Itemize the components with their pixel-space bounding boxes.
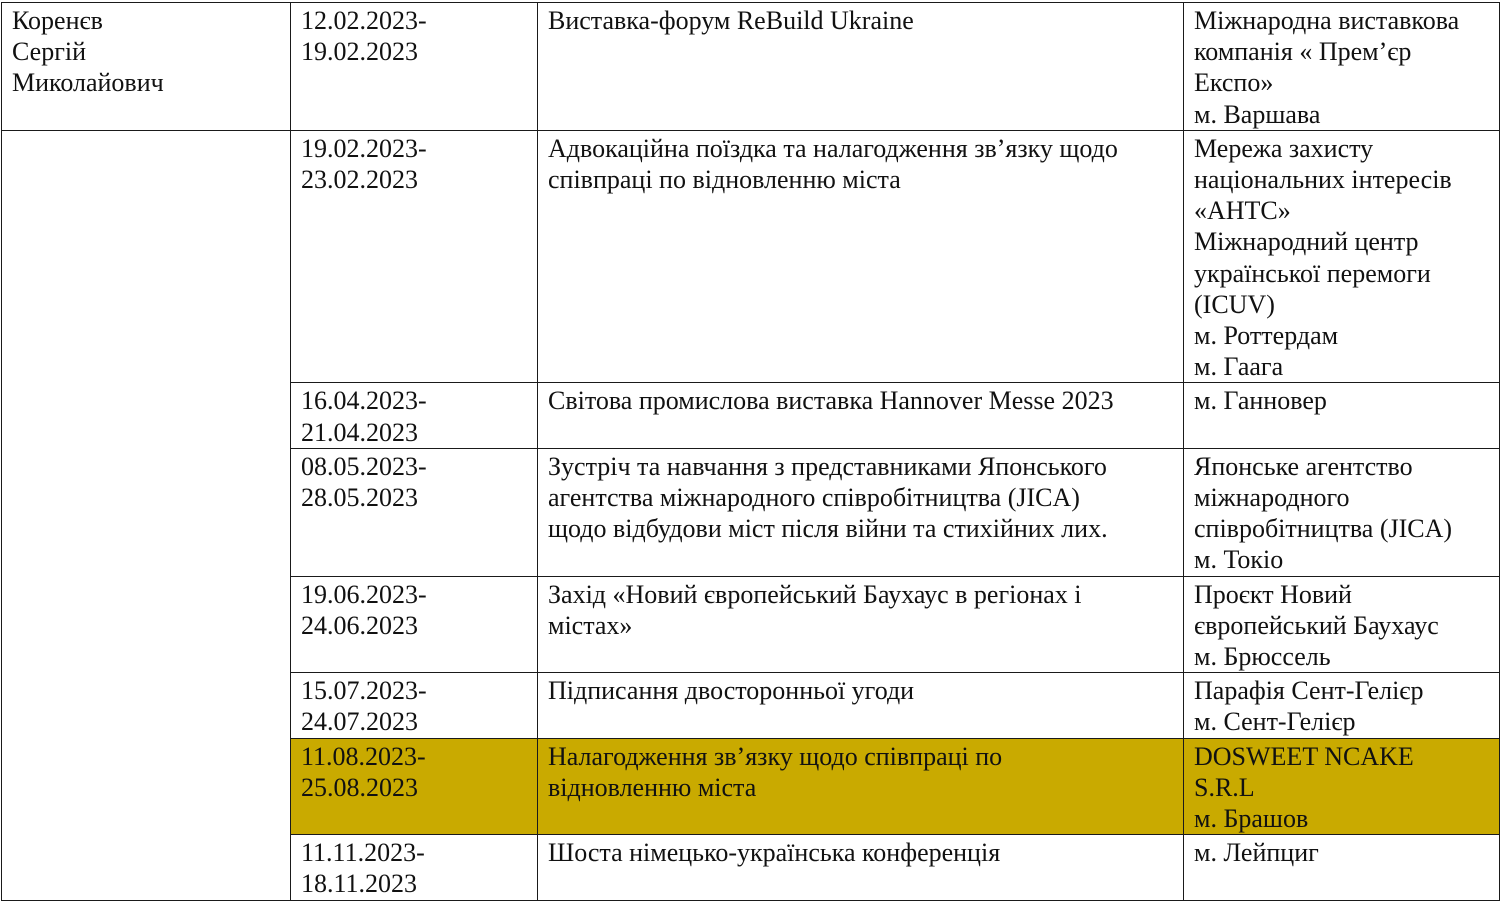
place-cell — [1184, 448, 1500, 576]
place-line: м. Ганновер — [1194, 386, 1327, 416]
place-line: співробітництва (JICA) — [1194, 514, 1453, 544]
date-end: 19.02.2023 — [301, 37, 418, 67]
event-line: Виставка-форум ReBuild Ukraine — [548, 6, 914, 35]
table-row — [2, 576, 1500, 673]
table-row — [2, 673, 1500, 738]
date-cell — [291, 3, 538, 131]
event-line: містах» — [548, 610, 633, 640]
date-end: 18.11.2023 — [301, 869, 418, 899]
place-line: європейський Баухаус — [1194, 610, 1439, 640]
table-row-highlighted — [2, 738, 1500, 835]
date-cell — [291, 673, 538, 738]
place-line: S.R.L — [1194, 772, 1255, 802]
person-name-cell-empty — [2, 130, 291, 383]
table-row — [2, 130, 1500, 383]
place-cell — [1184, 576, 1500, 673]
event-cell — [538, 576, 1184, 673]
place-line: Міжнародна виставкова — [1194, 6, 1460, 35]
place-line: української перемоги — [1194, 258, 1431, 288]
date-start: 19.06.2023- — [301, 579, 427, 609]
place-line: Парафія Сент-Гелієр — [1194, 676, 1424, 706]
date-cell — [291, 448, 538, 576]
place-line: міжнародного — [1194, 483, 1350, 513]
event-cell — [538, 383, 1184, 448]
date-end: 24.06.2023 — [301, 610, 418, 640]
table-row — [2, 835, 1500, 900]
place-line: м. Брашов — [1194, 804, 1309, 834]
person-name-cell — [2, 3, 291, 131]
place-line: м. Брюссель — [1194, 642, 1331, 672]
date-cell — [291, 130, 538, 383]
place-line: м. Роттердам — [1194, 321, 1339, 351]
place-line: м. Варшава — [1194, 99, 1321, 129]
date-start: 11.08.2023- — [301, 741, 426, 771]
place-line: Японське агентство — [1194, 451, 1413, 481]
person-name-cell-empty — [2, 576, 291, 673]
table-row — [2, 383, 1500, 448]
event-cell — [538, 673, 1184, 738]
person-name-line: Сергій — [12, 37, 87, 67]
date-cell — [291, 576, 538, 673]
date-cell — [291, 738, 538, 835]
person-name-cell-empty — [2, 448, 291, 576]
place-line: національних інтересів — [1194, 165, 1452, 195]
place-line: Експо» — [1194, 68, 1274, 98]
event-line: Налагодження зв’язку щодо співпраці по — [548, 741, 1003, 771]
date-end: 23.02.2023 — [301, 165, 418, 195]
event-cell — [538, 835, 1184, 900]
date-cell — [291, 383, 538, 448]
event-line: агентства міжнародного співробітництва (JICA) — [548, 483, 1080, 513]
date-end: 21.04.2023 — [301, 417, 418, 447]
table-row — [2, 448, 1500, 576]
date-start: 11.11.2023- — [301, 838, 425, 868]
place-line: Міжнародний центр — [1194, 227, 1419, 257]
date-end: 24.07.2023 — [301, 707, 418, 737]
event-line: щодо відбудови міст після війни та стихійних лих. — [548, 514, 1108, 544]
place-line: Мережа захисту — [1194, 133, 1374, 163]
date-end: 28.05.2023 — [301, 483, 418, 513]
place-line: компанія « Прем’єр — [1194, 37, 1412, 67]
place-line: м. Гаага — [1194, 352, 1284, 382]
business-trips-table — [1, 2, 1500, 901]
event-line: відновленню міста — [548, 772, 757, 802]
date-start: 15.07.2023- — [301, 676, 427, 706]
place-line: м. Лейпциг — [1194, 838, 1319, 868]
place-cell — [1184, 3, 1500, 131]
place-cell — [1184, 673, 1500, 738]
place-line: м. Сент-Гелієр — [1194, 707, 1356, 737]
event-cell — [538, 448, 1184, 576]
date-start: 08.05.2023- — [301, 451, 427, 481]
place-line: м. Токіо — [1194, 545, 1284, 575]
person-name-cell-empty — [2, 383, 291, 448]
person-name-cell-empty — [2, 738, 291, 835]
place-line: (ICUV) — [1194, 289, 1275, 319]
person-name-line: Миколайович — [12, 68, 164, 98]
person-name-cell-empty — [2, 835, 291, 900]
person-name-cell-empty — [2, 673, 291, 738]
place-cell — [1184, 835, 1500, 900]
event-line: Адвокаційна поїздка та налагодження зв’язку щодо — [548, 133, 1118, 163]
place-cell — [1184, 383, 1500, 448]
event-line: Світова промислова виставка Hannover Messe 2023 — [548, 386, 1114, 416]
date-end: 25.08.2023 — [301, 772, 418, 802]
person-name-line: Коренєв — [12, 6, 103, 35]
event-cell — [538, 130, 1184, 383]
place-cell — [1184, 130, 1500, 383]
event-cell — [538, 738, 1184, 835]
place-line: Проєкт Новий — [1194, 579, 1352, 609]
table-row — [2, 3, 1500, 131]
event-line: Підписання двосторонньої угоди — [548, 676, 915, 706]
place-cell — [1184, 738, 1500, 835]
place-line: «АНТС» — [1194, 196, 1291, 226]
place-line: DOSWEET NCAKE — [1194, 741, 1414, 771]
event-line: Захід «Новий європейський Баухаус в регіонах і — [548, 579, 1082, 609]
date-start: 19.02.2023- — [301, 133, 427, 163]
date-cell — [291, 835, 538, 900]
event-line: Шоста німецько-українська конференція — [548, 838, 1001, 868]
event-line: співпраці по відновленню міста — [548, 165, 901, 195]
event-cell — [538, 3, 1184, 131]
date-start: 16.04.2023- — [301, 386, 427, 416]
event-line: Зустріч та навчання з представниками Японського — [548, 451, 1107, 481]
date-start: 12.02.2023- — [301, 6, 427, 35]
